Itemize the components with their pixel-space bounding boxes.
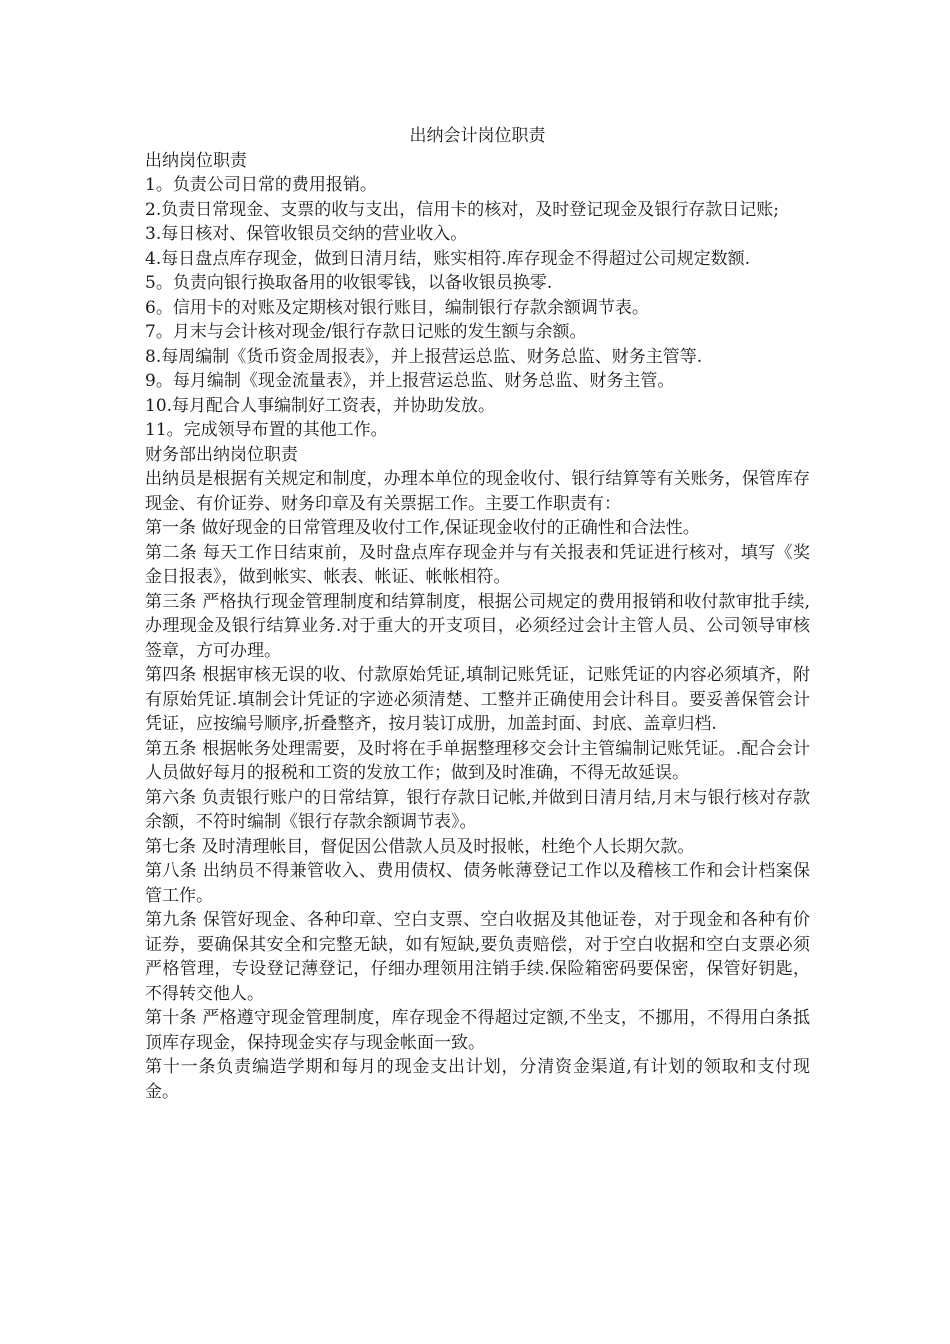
duty-item: 5。负责向银行换取备用的收银零钱，以备收银员换零. <box>145 273 553 293</box>
section-intro: 出纳员是根据有关规定和制度，办理本单位的现金收付、银行结算等有关账务，保管库存现金、有价证券、财务印章及有关票据工作。主要工作职责有： <box>145 469 810 514</box>
article-item: 第一条 做好现金的日常管理及收付工作,保证现金收付的正确性和合法性。 <box>145 518 700 538</box>
duty-item: 2.负责日常现金、支票的收与支出，信用卡的核对，及时登记现金及银行存款日记账; <box>145 199 779 220</box>
duty-item: 9。每月编制《现金流量表》，并上报营运总监、财务总监、财务主管。 <box>145 371 675 391</box>
duty-item: 1。负责公司日常的费用报销。 <box>145 175 377 195</box>
duty-item: 3.每日核对、保管收银员交纳的营业收入。 <box>145 224 468 244</box>
article-item: 第十条 严格遵守现金管理制度，库存现金不得超过定额,不坐支，不挪用，不得用白条抵顶库存现金，保持现金实存与现金帐面一致。 <box>145 1008 810 1053</box>
duty-item: 11。完成领导布置的其他工作。 <box>145 420 388 440</box>
section-heading-cashier: 出纳岗位职责 <box>145 150 247 171</box>
duty-item: 10.每月配合人事编制好工资表，并协助发放。 <box>145 395 496 416</box>
article-item: 第四条 根据审核无误的收、付款原始凭证,填制记账凭证，记账凭证的内容必须填齐，附有原始凭证.填制会计凭证的字迹必须清楚、工整并正确使用会计科目。要妥善保管会计凭证，应按编号顺序,折叠整齐，按月装订成册，加盖封面、封底、盖章归档. <box>145 665 810 734</box>
article-item: 第三条 严格执行现金管理制度和结算制度，根据公司规定的费用报销和收付款审批手续,办理现金及银行结算业务.对于重大的开支项目，必须经过会计主管人员、公司领导审核签章，方可办理。 <box>145 591 810 661</box>
duty-item: 4.每日盘点库存现金，做到日清月结，账实相符.库存现金不得超过公司规定数额. <box>145 248 751 269</box>
duty-item: 6。信用卡的对账及定期核对银行账目，编制银行存款余额调节表。 <box>145 297 649 318</box>
document-page <box>145 124 810 1104</box>
article-item: 第六条 负责银行账户的日常结算，银行存款日记帐,并做到日清月结,月末与银行核对存款余额，不符时编制《银行存款余额调节表》。 <box>145 787 810 832</box>
article-item: 第五条 根据帐务处理需要，及时将在手单据整理移交会计主管编制记账凭证。.配合会计人员做好每月的报税和工资的发放工作；做到及时准确，不得无故延误。 <box>145 738 810 783</box>
document-title: 出纳会计岗位职责 <box>409 126 546 146</box>
article-item: 第九条 保管好现金、各种印章、空白支票、空白收据及其他证卷，对于现金和各种有价证券，要确保其安全和完整无缺，如有短缺,要负责赔偿，对于空白收据和空白支票必须严格管理，专设登记薄登记，仔细办理领用注销手续.保险箱密码要保密，保管好钥匙，不得转交他人。 <box>145 910 810 1004</box>
section-heading-finance-cashier: 财务部出纳岗位职责 <box>145 444 298 465</box>
duty-item: 8.每周编制《货币资金周报表》，并上报营运总监、财务总监、财务主管等. <box>145 346 703 367</box>
duty-item: 7。月末与会计核对现金/银行存款日记账的发生额与余额。 <box>145 322 587 342</box>
article-item: 第二条 每天工作日结束前，及时盘点库存现金并与有关报表和凭证进行核对，填写《奖金日报表》，做到帐实、帐表、帐证、帐帐相符。 <box>145 542 810 587</box>
article-item: 第八条 出纳员不得兼管收入、费用债权、债务帐薄登记工作以及稽核工作和会计档案保管工作。 <box>145 861 810 906</box>
article-item: 第十一条负责编造学期和每月的现金支出计划，分清资金渠道,有计划的领取和支付现金。 <box>145 1057 810 1102</box>
article-item: 第七条 及时清理帐目，督促因公借款人员及时报帐，杜绝个人长期欠款。 <box>145 836 695 857</box>
